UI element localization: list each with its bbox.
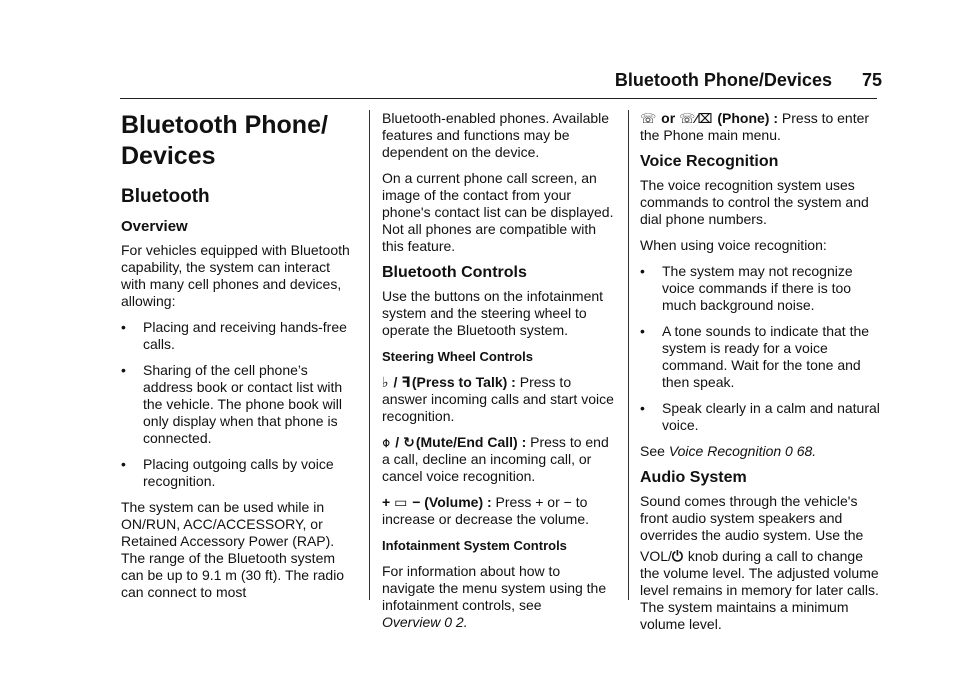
column-1: [121, 110, 356, 610]
paragraph: The voice recognition system uses commands to control the system and dial phone numbers.: [640, 177, 869, 227]
paragraph: For information about how to navigate the menu system using the infotainment controls, see Overview 0 2.: [382, 563, 607, 630]
section-title: Bluetooth Phone/Devices: [614, 70, 832, 90]
phone-entry: ☏ or ☏⁄⌧ (Phone) : Press to enter the Phone main menu.: [640, 110, 870, 143]
heading-bluetooth-controls: Bluetooth Controls: [382, 264, 527, 281]
press-to-talk-alt-icon: ꟻ: [401, 374, 411, 390]
system-use-paragraph: The system can be used while in ON/RUN, ACC/ACCESSORY, or Retained Accessory Power (RAP). The range of the Bluetooth system can be up to 9.1 m (30 ft). The radio can connect to most: [121, 499, 345, 600]
bullet-dot: •: [121, 319, 126, 335]
list-item: • The system may not recognize voice commands if there is too much background noise.: [640, 263, 853, 313]
heading-infotainment-controls: Infotainment System Controls: [382, 538, 567, 553]
cross-reference-link[interactable]: Voice Recognition: [668, 443, 782, 459]
bullet-dot: •: [640, 323, 645, 339]
column-divider-2: [628, 110, 629, 600]
bullet-dot: •: [121, 456, 126, 472]
list-item: • A tone sounds to indicate that the system is ready for a voice command. Wait for the tone and then speak.: [640, 323, 870, 390]
list-item: • Placing outgoing calls by voice recognition.: [121, 456, 334, 489]
mute-end-call-entry: ⌽ / ↻(Mute/End Call) : Press to end a call, decline an incoming call, or cancel voice recognition.: [382, 434, 609, 484]
heading-bluetooth: Bluetooth: [121, 186, 210, 207]
paragraph: Sound comes through the vehicle's front audio system speakers and overrides the audio system. Use the: [640, 493, 864, 543]
bullet-dot: •: [640, 400, 645, 416]
page-header: [582, 70, 882, 91]
paragraph: VOL/⏻ knob during a call to change the volume level. The adjusted volume level remains in memory for later calls. The system maintains a minimum volume level.: [640, 548, 879, 632]
list-item: • Placing and receiving hands-free calls.: [121, 319, 347, 352]
phone-alt-icon: ☏⁄⌧: [679, 111, 713, 126]
phone-icon: ☏: [640, 111, 657, 126]
heading-audio-system: Audio System: [640, 469, 747, 486]
paragraph: Bluetooth-enabled phones. Available features and functions may be dependent on the device.: [382, 110, 610, 160]
cross-reference-link[interactable]: Overview: [382, 614, 441, 630]
mute-icon: ⌽: [382, 434, 391, 450]
list-item: • Sharing of the cell phone’s address book or contact list with the vehicle. The phone book will only display when that phone is connected.: [121, 362, 343, 446]
list-item: • Speak clearly in a calm and natural voice.: [640, 400, 880, 433]
chapter-title: Bluetooth Phone/ Devices: [121, 111, 328, 170]
press-to-talk-entry: ♭ / ꟻ(Press to Talk) : Press to answer incoming calls and start voice recognition.: [382, 374, 614, 424]
separator: /: [391, 434, 404, 450]
overview-paragraph: For vehicles equipped with Bluetooth capability, the system can interact with many cell phones and devices, allowing:: [121, 242, 350, 309]
separator: /: [389, 374, 402, 390]
header-rule: [120, 98, 877, 99]
column-2: [382, 110, 617, 640]
column-divider-1: [369, 110, 370, 600]
press-to-talk-icon: ♭: [382, 374, 389, 390]
heading-steering-wheel-controls: Steering Wheel Controls: [382, 349, 533, 364]
page-number: 75: [861, 70, 882, 90]
paragraph: Use the buttons on the infotainment system and the steering wheel to operate the Bluetooth system.: [382, 288, 604, 338]
column-3: [640, 110, 880, 642]
power-knob-icon: ⏻: [671, 548, 683, 564]
bullet-dot: •: [121, 362, 126, 378]
paragraph: On a current phone call screen, an image of the contact from your phone's contact list can be displayed. Not all phones are compatible with this feature.: [382, 170, 614, 254]
volume-icon: ▭: [394, 494, 408, 510]
volume-entry: + ▭ − (Volume) : Press + or − to increase or decrease the volume.: [382, 494, 589, 527]
bullet-dot: •: [640, 263, 645, 279]
end-call-icon: ↻: [403, 434, 415, 450]
see-reference: See Voice Recognition 0 68.: [640, 443, 817, 459]
paragraph: When using voice recognition:: [640, 237, 827, 253]
heading-voice-recognition: Voice Recognition: [640, 153, 779, 170]
heading-overview: Overview: [121, 218, 188, 235]
